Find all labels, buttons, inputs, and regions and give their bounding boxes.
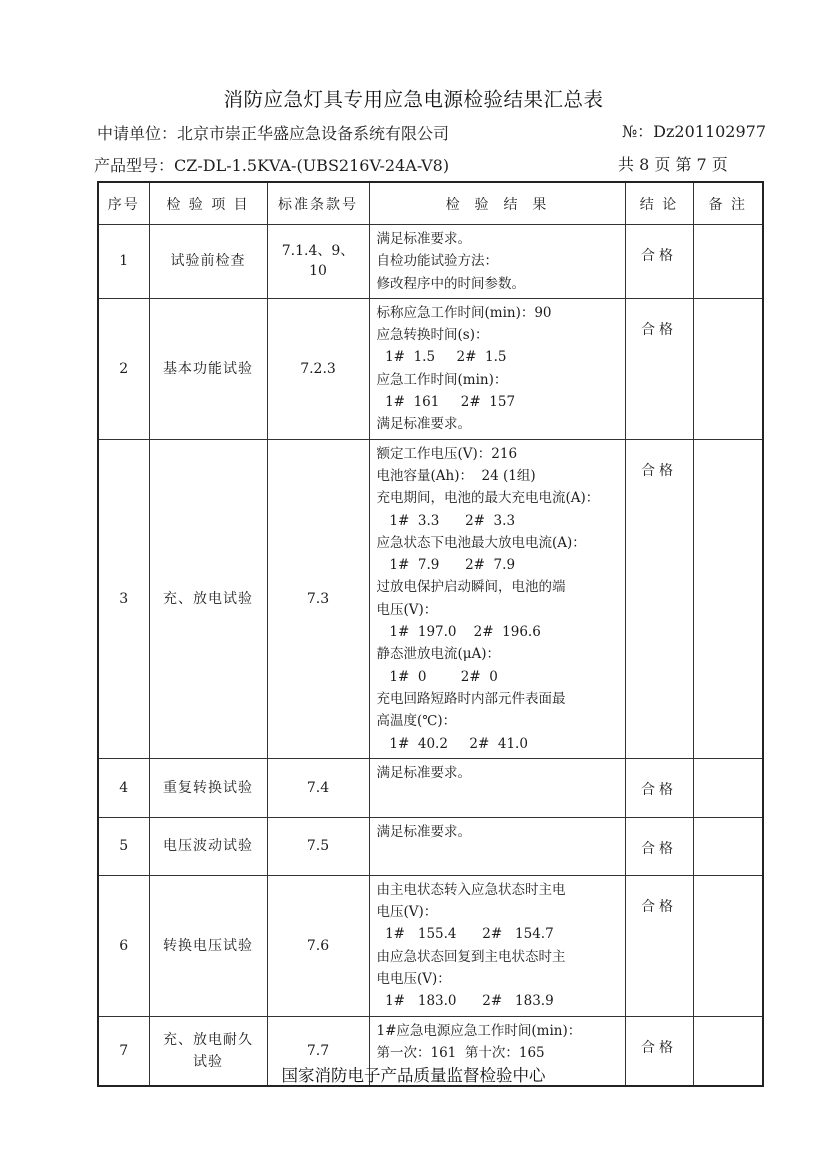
col-header-conclusion: 结 论 [625,182,693,225]
conclusion: 合格 [625,875,693,1016]
result-line: 满足标准要求。 [376,416,471,433]
result-line: 高温度(℃)： [376,713,457,730]
test-item-line: 试验 [193,1053,223,1070]
conclusion: 合格 [625,758,693,817]
result-line: 1#应急电源应急工作时间(min)： [376,1022,582,1039]
col-header-remark: 备 注 [693,182,763,225]
result-line: 满足标准要求。 [376,231,471,247]
standard-clause [267,875,369,1016]
conclusion: 合格 [625,817,693,875]
result-line: 满足标准要求。 [376,823,471,840]
result-line: 充电期间，电池的最大充电电流(A)： [376,490,600,507]
standard-clause-line: 7.1.4、9、 [281,243,355,260]
remark [693,225,763,299]
standard-clause-line: 7.7 [306,1042,330,1059]
row-number: 5 [98,817,149,875]
result-line: 1# 155.4 2# 154.7 [376,926,554,943]
test-item-line: 电压波动试验 [163,838,253,855]
result-line: 修改程序中的时间参数。 [376,275,525,292]
result-line: 标称应急工作时间(min)：90 [376,304,552,321]
report-number: №：Dz201102977 [622,122,767,141]
row-number: 7 [98,1016,149,1086]
result-line: 电池容量(Ah)： 24 (1组) [376,467,536,484]
result-line: 应急工作时间(min)： [376,371,508,388]
test-result [369,817,625,875]
result-line: 应急转换时间(s)： [376,327,489,344]
table-header-row [98,182,763,225]
row-number: 3 [98,439,149,758]
result-line: 1# 3.3 2# 3.3 [376,512,516,529]
standard-clause-line: 10 [309,263,327,280]
result-line: 过放电保护启动瞬间，电池的端 [376,579,566,596]
test-item [149,875,267,1016]
result-line: 充电回路短路时内部元件表面最 [376,690,566,707]
row-number: 6 [98,875,149,1016]
test-item-line: 转换电压试验 [163,937,253,954]
result-line: 应急状态下电池最大放电电流(A)： [376,534,586,551]
result-line: 1# 1.5 2# 1.5 [376,349,507,366]
col-header-clause: 标准条款号 [267,182,369,225]
remark [693,439,763,758]
test-item [149,225,267,299]
result-line: 1# 7.9 2# 7.9 [376,557,516,574]
result-line: 电压(V)： [376,904,438,921]
test-result [369,225,625,299]
conclusion: 合格 [625,225,693,299]
document-title: 消防应急灯具专用应急电源检验结果汇总表 [223,88,604,111]
result-line: 1# 183.0 2# 183.9 [376,993,554,1010]
result-line: 电压(V)： [376,601,438,618]
result-line: 1# 0 2# 0 [376,668,498,685]
standard-clause [267,817,369,875]
remark [693,298,763,439]
conclusion: 合格 [625,298,693,439]
test-item-line: 基本功能试验 [163,360,253,377]
test-item-line: 充、放电耐久 [163,1031,253,1048]
row-number: 2 [98,298,149,439]
col-header-no: 序号 [98,182,149,225]
remark [693,817,763,875]
table-row [98,439,763,758]
standard-clause-line: 7.2.3 [300,360,336,377]
result-line: 自检功能试验方法： [376,253,498,270]
issuing-organization: 国家消防电子产品质量监督检验中心 [281,1066,546,1085]
standard-clause [267,439,369,758]
test-result [369,875,625,1016]
test-item [149,758,267,817]
result-line: 由应急状态回复到主电状态时主 [376,948,566,965]
table-row [98,875,763,1016]
result-line: 1# 40.2 2# 41.0 [376,735,528,752]
applicant-line: 中请单位：北京市崇正华盛应急设备系统有限公司 [97,124,450,143]
conclusion: 合格 [625,1016,693,1086]
test-result [369,298,625,439]
result-line: 1# 161 2# 157 [376,394,516,411]
result-line: 静态泄放电流(μA)： [376,646,501,663]
conclusion: 合格 [625,439,693,758]
table-row [98,817,763,875]
standard-clause [267,225,369,299]
test-item-line: 试验前检查 [170,253,246,270]
result-line: 1# 197.0 2# 196.6 [376,624,541,641]
result-line: 电电压(V)： [376,971,451,988]
standard-clause-line: 7.6 [306,937,330,954]
result-line: 第一次：161 第十次：165 [376,1044,545,1061]
table-row [98,758,763,817]
test-item-line: 充、放电试验 [163,590,253,607]
result-line: 由主电状态转入应急状态时主电 [376,881,566,898]
result-line: 额定工作电压(V)：216 [376,445,518,462]
results-table [97,181,764,1087]
col-header-item: 检 验 项 目 [149,182,267,225]
row-number: 1 [98,225,149,299]
product-model-line: 产品型号：CZ-DL-1.5KVA-(UBS216V-24A-V8) [94,156,450,175]
result-line: 满足标准要求。 [376,764,471,781]
test-item [149,439,267,758]
standard-clause [267,298,369,439]
row-number: 4 [98,758,149,817]
standard-clause [267,758,369,817]
standard-clause-line: 7.4 [306,779,330,796]
standard-clause-line: 7.5 [306,838,330,855]
table-row [98,298,763,439]
col-header-result: 检 验 结 果 [369,182,625,225]
table-row [98,225,763,299]
test-item-line: 重复转换试验 [163,779,253,796]
remark [693,758,763,817]
page-counter: 共 8 页 第 7 页 [618,155,728,174]
test-item [149,298,267,439]
test-item [149,817,267,875]
remark [693,875,763,1016]
test-result [369,439,625,758]
standard-clause-line: 7.3 [306,590,330,607]
test-result [369,758,625,817]
